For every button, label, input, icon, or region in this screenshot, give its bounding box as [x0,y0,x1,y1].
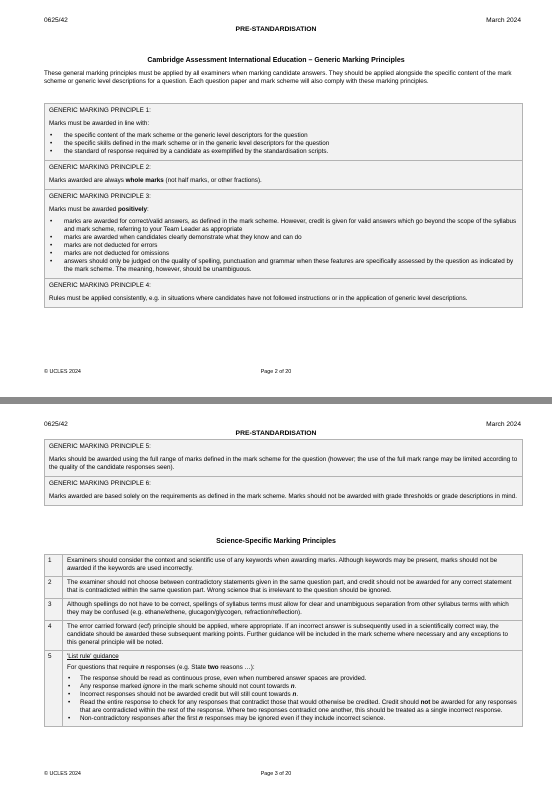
list-item: • the specific skills defined in the mark scheme or in the generic level descriptors for the question [49,140,518,148]
principle-4 [45,279,522,307]
principle-heading: GENERIC MARKING PRINCIPLE 6: [49,480,151,487]
list-item: • the standard of response required by a candidate as exemplified by the standardisation scripts. [49,148,518,156]
principle-lead: Marks should be awarded using the full range of marks defined in the mark scheme for the question (however; the use of the full mark range may be limited according to the quality of the candidate responses seen). [49,456,518,471]
list-item: • the specific content of the mark scheme or the generic level descriptors for the question [49,132,518,140]
paper-code: 0625/42 [44,421,68,428]
principle-lead: Rules must be applied consistently, e.g. in situations where candidates have not followed instructions or in the application of generic level descriptions. [49,295,468,302]
principle-1 [45,104,522,161]
copyright: © UCLES 2024 [44,369,81,375]
principle-heading: GENERIC MARKING PRINCIPLE 3: [49,193,151,200]
science-principles-table [44,554,523,727]
list-item: • answers should only be judged on the quality of spelling, punctuation and grammar when these features are specifically assessed by the question as indicated by the mark scheme. The meaning, however, should be unambiguous. [49,258,518,274]
table-row [45,577,522,599]
row-text: Although spellings do not have to be correct, spellings of syllabus terms must allow for clear and unambiguous separation from other syllabus terms with which they may be confused (e.g. ethane/ethene, glucagon/glycogen, refraction/reflection). [62,599,522,620]
watermark: 12牛社 [504,752,546,766]
row-text: The examiner should not choose between contradictory statements given in the same question part, and credit should not be awarded for any correct statement that is contradicted within the same question part. Wrong science that is irrelevant to the question should be ignored. [62,577,522,598]
principle-heading: GENERIC MARKING PRINCIPLE 5: [49,443,151,450]
science-title: Science-Specific Marking Principles [216,538,336,545]
row-number: 2 [48,579,52,586]
row-number: 1 [48,557,52,564]
principle-lead: Marks must be awarded positively: [49,206,149,213]
paper-code: 0625/42 [44,17,68,24]
pre-standardisation-label: PRE-STANDARDISATION [235,26,317,33]
list-item: • Read the entire response to check for any responses that contradict those that would otherwise be credited. Credit should not be awarded for any responses that are contradicted within the rest of the response. Where two responses contradict one another, this should be treated as a single incorrect response. [67,699,518,715]
copyright: © UCLES 2024 [44,771,81,777]
table-row [45,621,522,651]
principle-bullets [49,218,518,274]
list-item: • marks are not deducted for errors [49,242,518,250]
principle-6 [45,477,522,505]
row-text: The error carried forward (ecf) principle should be applied, where appropriate. If an incorrect answer is subsequently used in a scientifically correct way, the candidate should be awarded these subsequent marking points. Further guidance will be included in the mark scheme where necessary and any exceptions to this general principle will be noted. [62,621,522,650]
principle-lead: Marks awarded are based solely on the requirements as defined in the mark scheme. Marks should not be awarded with grade thresholds or grade descriptions in mind. [49,493,517,500]
principle-3 [45,190,522,279]
row-number: 5 [48,653,52,660]
session-date: March 2024 [486,421,521,428]
list-rule-lead: For questions that require n responses (e.g. State two reasons …): [67,664,255,671]
principle-heading: GENERIC MARKING PRINCIPLE 2: [49,164,151,171]
principle-heading: GENERIC MARKING PRINCIPLE 1: [49,107,151,114]
section-title: Cambridge Assessment International Education – Generic Marking Principles [147,57,405,64]
row-number: 4 [48,623,52,630]
page-3 [0,404,552,789]
page-number: Page 3 of 20 [260,771,292,777]
table-row [45,651,522,726]
session-date: March 2024 [486,17,521,24]
page-number: Page 2 of 20 [260,369,292,375]
row-text: Examiners should consider the context and scientific use of any keywords when awarding marks. Although keywords may be present, marks should not be awarded if the keywords are used incorrectly. [62,555,522,576]
list-item: • Incorrect responses should not be awarded credit but will still count towards n. [67,691,518,699]
generic-principles-table [44,439,523,506]
list-item: • The response should be read as continuous prose, even when numbered answer spaces are provided. [67,675,518,683]
list-item: • marks are awarded for correct/valid answers, as defined in the mark scheme. However, credit is given for valid answers which go beyond the scope of the syllabus and mark scheme, referring to your Team Leader as appropriate [49,218,518,234]
principle-5 [45,440,522,477]
list-item: • Any response marked ignore in the mark scheme should not count towards n. [67,683,518,691]
table-row [45,599,522,621]
list-item: • Non-contradictory responses after the first n responses may be ignored even if they include incorrect science. [67,715,518,723]
generic-principles-table [44,103,523,308]
intro-paragraph: These general marking principles must be applied by all examiners when marking candidate answers. They should be applied alongside the specific content of the mark scheme or generic level descriptions for a question. Each question paper and mark scheme will also comply with these marking principles. [44,70,512,85]
principle-heading: GENERIC MARKING PRINCIPLE 4: [49,282,151,289]
list-item: • marks are not deducted for omissions [49,250,518,258]
row-text [62,651,522,726]
list-rule-title: 'List rule' guidance [67,653,119,660]
list-rule-bullets [67,675,518,723]
table-row [45,555,522,577]
principle-2 [45,161,522,190]
principle-bullets [49,132,518,156]
principle-lead: Marks must be awarded in line with: [49,120,150,127]
row-number: 3 [48,601,52,608]
pre-standardisation-label: PRE-STANDARDISATION [235,430,317,437]
list-item: • marks are awarded when candidates clearly demonstrate what they know and can do [49,234,518,242]
principle-lead: Marks awarded are always whole marks (not half marks, or other fractions). [49,177,262,184]
